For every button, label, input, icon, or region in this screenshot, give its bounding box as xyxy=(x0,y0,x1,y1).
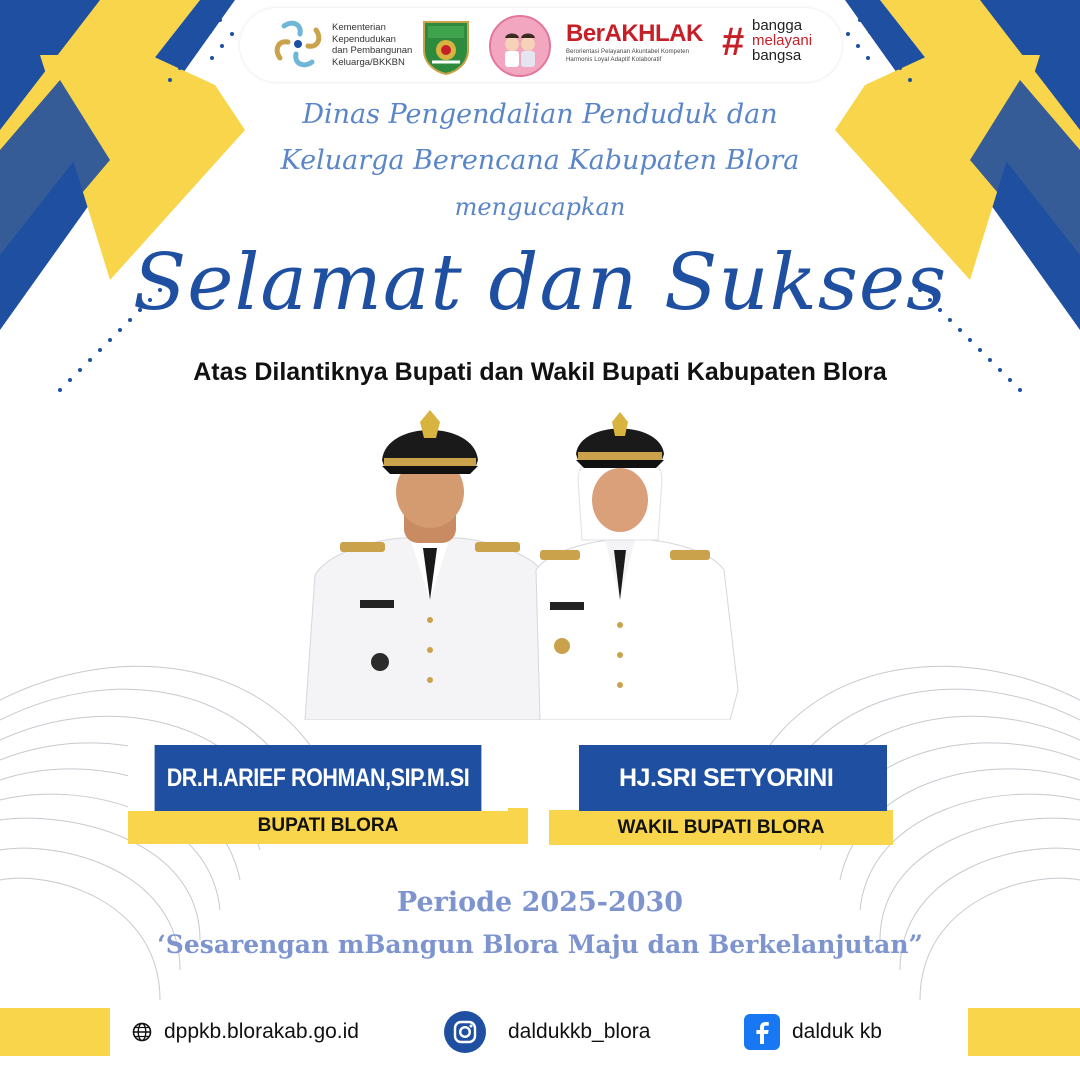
greeting-title: Selamat dan Sukses xyxy=(132,238,948,328)
greeting-subtitle: Atas Dilantiknya Bupati dan Wakil Bupati Kabupaten Blora xyxy=(193,358,887,386)
regent-portrait xyxy=(305,410,555,720)
stunting-campaign-logo-icon xyxy=(488,14,552,78)
officials-portrait-photo xyxy=(300,400,750,720)
bkkbn-logo-icon xyxy=(270,16,326,72)
blora-regency-emblem-icon xyxy=(418,16,474,76)
berakhlak-subtitle-2: Harmonis Loyal Adaptif Kolaboratif xyxy=(566,57,662,63)
bangga-word-3: bangsa xyxy=(752,47,802,64)
berakhlak-title: BerAKHLAK xyxy=(566,20,703,47)
instagram-icon xyxy=(444,1011,486,1053)
agency-heading xyxy=(0,92,1080,230)
regent-title-plate: BUPATI BLORA xyxy=(128,808,528,844)
bkkbn-logo-text: Kementerian Kependudukan dan Pembangunan Keluarga/BKKBN xyxy=(332,22,413,68)
hashtag-icon: # xyxy=(722,20,745,64)
facebook-icon xyxy=(744,1014,780,1050)
regent-name: DR.H.ARIEF ROHMAN,SIP.M.SI xyxy=(155,745,482,811)
footer-accent-left xyxy=(0,1008,110,1056)
agency-line-1: Dinas Pengendalian Penduduk dan xyxy=(302,99,778,130)
vice-regent-name: HJ.SRI SETYORINI xyxy=(579,745,887,811)
says-text: mengucapkan xyxy=(454,193,626,221)
berakhlak-subtitle-1: Berorientasi Pelayanan Akuntabel Kompeten xyxy=(566,49,690,55)
period-text: Periode 2025-2030 xyxy=(396,887,684,918)
website-text: dppkb.blorakab.go.id xyxy=(164,1020,359,1043)
vice-regent-portrait xyxy=(536,412,738,720)
berakhlak-logo xyxy=(566,20,726,64)
instagram-link[interactable] xyxy=(444,1014,650,1050)
globe-icon xyxy=(132,1022,152,1042)
footer-accent-right xyxy=(968,1008,1080,1056)
agency-line-2: Keluarga Berencana Kabupaten Blora xyxy=(280,145,800,176)
website-link[interactable] xyxy=(132,1014,359,1050)
facebook-name: dalduk kb xyxy=(792,1020,882,1043)
bangga-word-1: bangga xyxy=(752,17,803,34)
motto-text: ‘Sesarengan mBangun Blora Maju dan Berkelanjutan” xyxy=(157,930,923,959)
instagram-handle: daldukkb_blora xyxy=(508,1020,651,1043)
vice-regent-title-plate: WAKIL BUPATI BLORA xyxy=(549,810,893,845)
bangga-melayani-bangsa-logo xyxy=(722,14,822,76)
facebook-link[interactable] xyxy=(744,1014,882,1050)
bangga-word-2: melayani xyxy=(752,32,813,49)
